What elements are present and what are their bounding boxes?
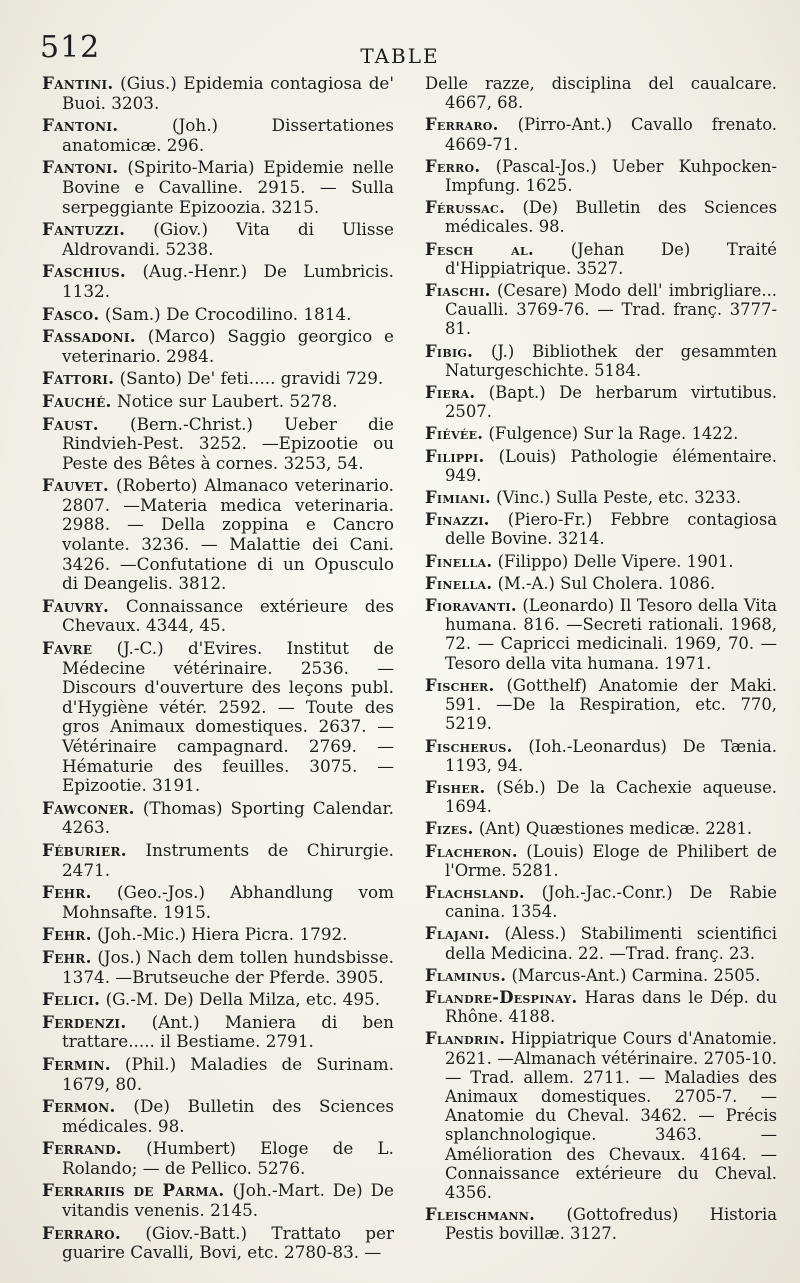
index-entry	[425, 157, 777, 195]
index-entry	[425, 115, 777, 153]
index-entry	[42, 369, 394, 389]
entry-name: Fantoni.	[42, 157, 119, 178]
entry-text: (J.-C.) d'Evires. Institut de Médecine vétérinaire. 2536. — Discours d'ouverture des leçons publ. d'Hygiène vétér. 2592. — Toute des gros Animaux domestiques. 2637. —Vétérinaire campagnard. 2769. — Hématurie des feuilles. 3075. — Epizootie. 3191.	[62, 638, 394, 796]
entry-text: (Aless.) Stabilimenti scientifici della Medicina. 22. —Trad. franç. 23.	[445, 924, 777, 963]
index-entry	[42, 476, 394, 594]
entry-name: Flajani.	[425, 924, 490, 944]
entry-name: Ferdenzi.	[42, 1011, 127, 1032]
entry-name: Fasco.	[42, 303, 100, 324]
entry-name: Fiaschi.	[425, 281, 491, 301]
index-entry	[42, 597, 394, 636]
entry-text: (Piero-Fr.) Febbre contagiosa delle Bovine. 3214.	[445, 510, 778, 549]
entry-text: (Sam.) De Crocodilino. 1814.	[104, 303, 352, 324]
entry-name: Fermin.	[42, 1053, 111, 1074]
index-entry	[42, 925, 394, 945]
running-head: TABLE	[360, 44, 440, 68]
entry-name: Finazzi.	[425, 510, 490, 530]
index-entry	[42, 1055, 394, 1094]
index-entry	[425, 737, 777, 775]
entry-name: Féburier.	[42, 839, 127, 860]
index-entry	[42, 948, 394, 987]
entry-name: Flachsland.	[425, 882, 525, 902]
entry-name: Ferraro.	[425, 115, 499, 135]
entry-text: (Marco) Saggio georgico e veterinario. 2984.	[62, 326, 394, 366]
entry-name: Fehr.	[42, 882, 92, 903]
entry-name: Finella.	[425, 551, 493, 571]
entry-text: (Marcus-Ant.) Carmina. 2505.	[511, 965, 761, 985]
entry-name: Fiera.	[425, 383, 476, 403]
index-entry	[425, 1205, 777, 1243]
entry-name: Fauvry.	[42, 595, 110, 616]
entry-text: (Gotthelf) Anatomie der Maki. 591. —De la Respiration, etc. 770, 5219.	[445, 675, 777, 734]
entry-text: (Pirro-Ant.) Cavallo frenato. 4669-71.	[445, 115, 777, 154]
index-entry	[42, 883, 394, 922]
entry-name: Flandrin.	[425, 1029, 506, 1049]
entry-text: Instruments de Chirurgie. 2471.	[62, 839, 394, 880]
index-entry	[425, 383, 777, 421]
index-entry	[42, 327, 394, 366]
entry-name: Flaminus.	[425, 965, 507, 985]
index-entry	[42, 74, 394, 113]
entry-text: (Fulgence) Sur la Rage. 1422.	[488, 424, 739, 444]
entry-text: (G.-M. De) Della Milza, etc. 495.	[105, 989, 381, 1010]
index-entry	[425, 883, 777, 921]
entry-text: Notice sur Laubert. 5278.	[117, 390, 338, 411]
entry-text: (Leonardo) Il Tesoro della Vita humana. 816. —Secreti rationali. 1968, 72. — Capricci medicinali. 1969, 70. — Tesoro della vita humana. 1971.	[445, 596, 777, 673]
index-entry	[425, 988, 777, 1026]
index-entry	[42, 1224, 394, 1263]
entry-text: Hippiatrique Cours d'Anatomie. 2621. —Almanach vétérinaire. 2705-10. — Trad. allem. 2711. — Maladies des Animaux domestiques. 2705-7. —Anatomie du Cheval. 3462. — Précis splanchnologique. 3463. — Amélioration des Chevaux. 4164. — Connaissance extérieure du Cheval. 4356.	[445, 1029, 777, 1202]
entry-name: Fimiani.	[425, 488, 491, 508]
entry-name: Férussac.	[425, 198, 506, 218]
index-entry	[425, 552, 777, 571]
left-column	[42, 74, 394, 1266]
entry-name: Faschius.	[42, 261, 127, 282]
index-entry	[42, 639, 394, 796]
entry-text: (Louis) Eloge de Philibert de l'Orme. 5281.	[445, 841, 778, 880]
index-entry	[42, 990, 394, 1010]
entry-text: (Giov.) Vita di Ulisse Aldrovandi. 5238.	[62, 219, 394, 259]
entry-text: (Geo.-Jos.) Abhandlung vom Mohnsafte. 1915.	[62, 882, 394, 922]
index-entry	[42, 220, 394, 259]
entry-text: (Ant) Quæstiones medicæ. 2281.	[478, 819, 753, 839]
index-entry	[42, 841, 394, 880]
index-entry	[42, 1181, 394, 1220]
index-entry	[425, 198, 777, 236]
index-entry	[42, 1013, 394, 1052]
index-entry	[425, 1029, 777, 1202]
entry-name: Fleischmann.	[425, 1205, 536, 1225]
index-entry	[425, 778, 777, 816]
entry-name: Fizes.	[425, 819, 474, 839]
page-number: 512	[40, 30, 101, 65]
entry-name: Fantini.	[42, 73, 114, 93]
index-entry	[42, 392, 394, 412]
entry-text: Haras dans le Dép. du Rhône. 4188.	[445, 987, 777, 1027]
entry-text: (Aug.-Henr.) De Lumbricis. 1132.	[62, 261, 394, 301]
entry-text: (Jos.) Nach dem tollen hundsbisse. 1374. —Brutseuche der Pferde. 3905.	[62, 946, 394, 987]
index-entry	[425, 574, 777, 593]
index-entry	[425, 924, 777, 962]
entry-text: (Roberto) Almanaco veterinario. 2807. —Materia medica veterinaria. 2988. — Della zoppina e Cancro volante. 3236. — Malattie dei Cani. 3426. —Confutatione di un Opusculo di Deangelis. 3812.	[62, 475, 394, 594]
index-entry	[425, 966, 777, 985]
entry-text: Connaissance extérieure des Chevaux. 4344, 45.	[62, 595, 394, 636]
entry-text: (Vinc.) Sulla Peste, etc. 3233.	[496, 488, 742, 508]
entry-text: (Joh.) Dissertationes anatomicæ. 296.	[62, 115, 394, 155]
entry-name: Filippi.	[425, 446, 485, 466]
entry-text: (Phil.) Maladies de Surinam. 1679, 80.	[62, 1053, 394, 1094]
entry-name: Fauché.	[42, 390, 112, 411]
entry-text: (J.) Bibliothek der gesammten Naturgeschichte. 5184.	[445, 341, 777, 380]
entry-name: Ferro.	[425, 156, 481, 176]
entry-text: (Humbert) Eloge de L. Rolando; — de Pellico. 5276.	[62, 1138, 394, 1178]
index-entry	[42, 262, 394, 301]
index-entry	[425, 819, 777, 838]
index-entry	[425, 342, 777, 380]
entry-text: (Santo) De' feti..... gravidi 729.	[119, 368, 384, 389]
index-entry	[425, 488, 777, 507]
entry-name: Felici.	[42, 989, 101, 1010]
index-entry	[425, 424, 777, 443]
entry-name: Fauvet.	[42, 475, 110, 496]
entry-name: Ferrariis de Parma.	[42, 1180, 225, 1201]
entry-name: Fantuzzi.	[42, 219, 126, 240]
entry-text: (Thomas) Sporting Calendar. 4263.	[62, 797, 394, 838]
index-entry	[425, 676, 777, 734]
entry-text: (Filippo) Delle Vipere. 1901.	[497, 551, 734, 571]
entry-name: Fischer.	[425, 675, 495, 695]
index-entry	[425, 240, 777, 278]
index-entry	[42, 1139, 394, 1178]
entry-text: (Joh.-Mic.) Hiera Picra. 1792.	[97, 924, 348, 945]
entry-name: Flandre-Despinay.	[425, 987, 578, 1007]
entry-text: (De) Bulletin des Sciences médicales. 98.	[445, 198, 777, 237]
entry-name: Fermon.	[42, 1096, 116, 1117]
entry-name: Favre	[42, 638, 93, 659]
right-column	[425, 74, 777, 1247]
entry-name: Fehr.	[42, 946, 92, 967]
entry-name: Fassadoni.	[42, 326, 136, 347]
entry-text: (Jehan De) Traité d'Hippiatrique. 3527.	[445, 239, 777, 278]
entry-text: (Joh.-Mart. De) De vitandis venenis. 2145.	[62, 1180, 394, 1221]
entry-name: Fawconer.	[42, 797, 135, 818]
index-entry	[425, 596, 777, 673]
entry-text: (Giov.-Batt.) Trattato per guarire Cavalli, Bovi, etc. 2780-83. —	[62, 1222, 395, 1263]
entry-text: (Séb.) De la Cachexie aqueuse. 1694.	[445, 777, 777, 817]
entry-name: Fischerus.	[425, 736, 513, 756]
index-entry	[42, 1097, 394, 1136]
entry-text: (Gius.) Epidemia contagiosa de' Buoi. 3203.	[62, 73, 394, 113]
index-entry	[425, 281, 777, 339]
entry-text: (M.-A.) Sul Cholera. 1086.	[497, 573, 716, 593]
index-entry	[42, 415, 394, 474]
entry-text: (Bern.-Christ.) Ueber die Rindvieh-Pest. 3252. —Epizootie ou Peste des Bêtes à cornes. 3253, 54.	[62, 413, 394, 473]
entry-name: Fioravanti.	[425, 596, 517, 616]
entry-text: (Ioh.-Leonardus) De Tænia. 1193, 94.	[445, 736, 777, 775]
entry-name: Ferraro.	[42, 1222, 121, 1243]
entry-text: (Spirito-Maria) Epidemie nelle Bovine e Cavalline. 2915. — Sulla serpeggiante Epizoozia. 3215.	[62, 157, 394, 217]
entry-name: Fisher.	[425, 777, 486, 797]
entry-name: Fibig.	[425, 341, 474, 361]
index-entry	[425, 74, 777, 112]
entry-text: (Ant.) Maniera di ben trattare..... il Bestiame. 2791.	[62, 1011, 394, 1052]
entry-name: Fantoni.	[42, 115, 119, 136]
entry-name: Fiévée.	[425, 424, 484, 444]
entry-name: Flacheron.	[425, 841, 518, 861]
index-entry	[425, 447, 777, 485]
index-entry	[42, 158, 394, 217]
index-entry	[42, 116, 394, 155]
entry-text: (Bapt.) De herbarum virtutibus. 2507.	[445, 383, 777, 422]
entry-name: Ferrand.	[42, 1138, 122, 1159]
entry-text: (Louis) Pathologie élémentaire. 949.	[445, 446, 777, 485]
entry-text: (Cesare) Modo dell' imbrigliare... Caualli. 3769-76. — Trad. franç. 3777-81.	[445, 281, 777, 339]
entry-text: (Gottofredus) Historia Pestis bovillæ. 3127.	[445, 1205, 777, 1244]
entry-text: (De) Bulletin des Sciences médicales. 98.	[62, 1096, 394, 1136]
index-entry	[42, 305, 394, 325]
index-entry	[425, 842, 777, 880]
entry-text: (Joh.-Jac.-Conr.) De Rabie canina. 1354.	[445, 882, 777, 922]
entry-name: Fattori.	[42, 368, 115, 389]
entry-name: Finella.	[425, 573, 493, 593]
index-entry	[425, 510, 777, 548]
index-entry	[42, 799, 394, 838]
entry-text: (Pascal-Jos.) Ueber Kuhpocken-Impfung. 1625.	[445, 156, 777, 196]
entry-name: Fesch al.	[425, 239, 534, 259]
entry-name: Faust.	[42, 413, 99, 434]
entry-text: Delle razze, disciplina del caualcare. 4667, 68.	[425, 74, 777, 113]
entry-name: Fehr.	[42, 924, 92, 945]
